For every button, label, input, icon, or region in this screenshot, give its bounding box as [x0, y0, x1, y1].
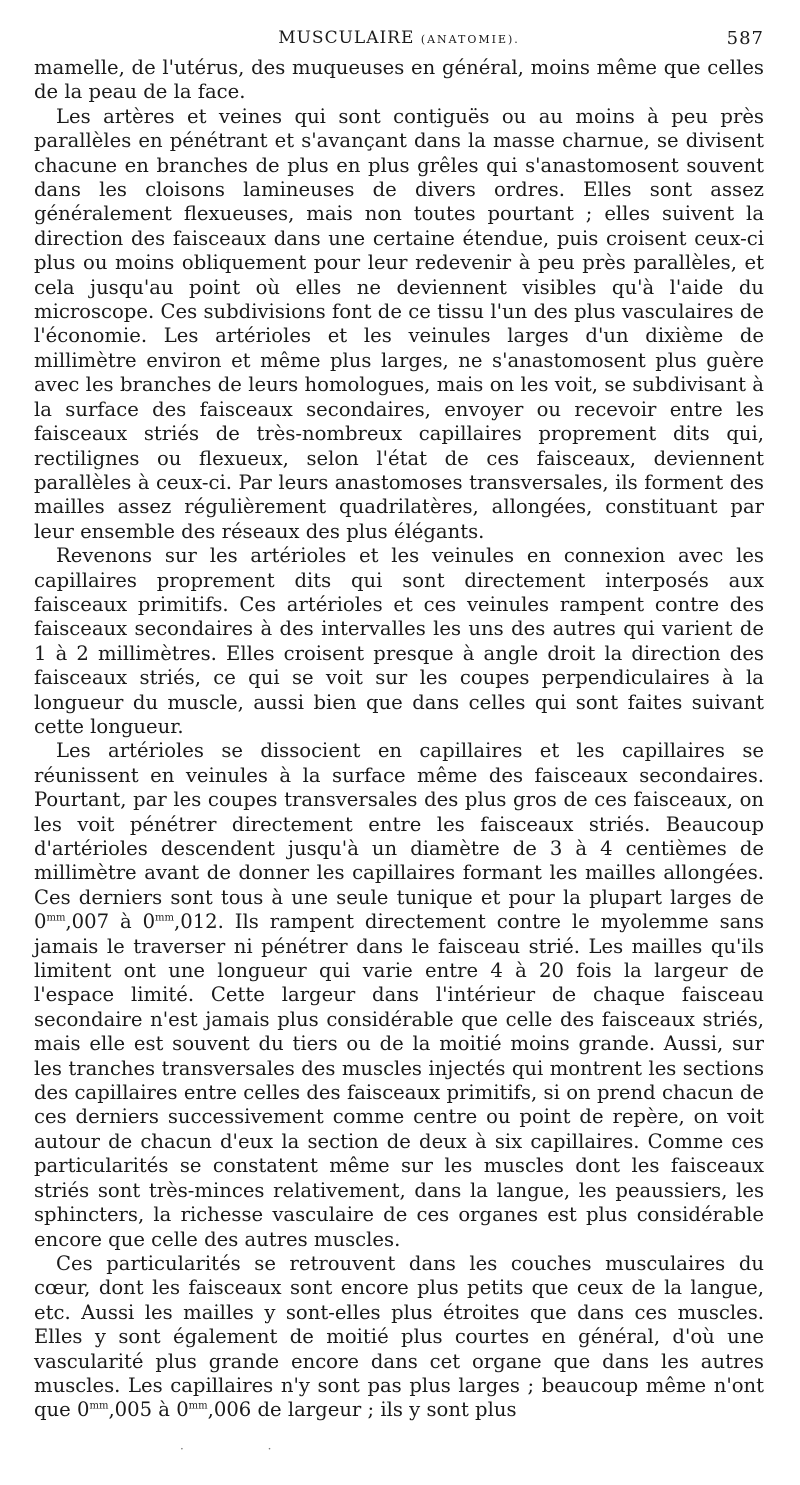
unit-superscript: mm [46, 912, 66, 924]
page-number: 587 [726, 28, 764, 49]
body-text [34, 56, 764, 1423]
paragraph-arteries-veins: Les artères et veines qui sont contiguës ou au moins à peu près parallèles en pénétrant et s'avançant dans la masse charnue, se divisent chacune en branches de plus en plus grêles qui s'anastomosent souvent dans les cloisons lamineuses de divers ordres. Elles sont assez généralement flexueuses, mais non toutes pourtant ; elles suivent la direction des faisceaux dans une certaine étendue, puis croisent ceux-ci plus ou moins obliquement pour leur redevenir à peu près parallèles, et cela jusqu'au point où elles ne deviennent visibles qu'à l'aide du microscope. Ces subdivisions font de ce tissu l'un des plus vasculaires de l'économie. Les artérioles et les veinules larges d'un dixième de millimètre environ et même plus larges, ne s'anastomosent plus guère avec les branches de leurs homologues, mais on les voit, se subdivisant à la surface des faisceaux secondaires, envoyer ou recevoir entre les faisceaux striés de très-nombreux capillaires proprement dits qui, rectilignes ou flexueux, selon l'état de ces faisceaux, deviennent parallèles à ceux-ci. Par leurs anastomoses transversales, ils forment des mailles assez régulièrement quadrilatères, allongées, constituant par leur ensemble des réseaux des plus élégants. [34, 104, 764, 543]
unit-superscript: mm [188, 1400, 208, 1412]
paragraph-continuation: mamelle, de l'utérus, des muqueuses en général, moins même que celles de la peau de la face. [34, 56, 764, 104]
paragraph-heart: Ces particularités se retrouvent dans les couches musculaires du cœur, dont les faisceaux sont encore plus petits que ceux de la langue, etc. Aussi les mailles y sont-elles plus étroites que dans ces muscles. Elles y sont également de moitié plus courtes en général, d'où une vascularité plus grande encore dans cet organe que dans les autres muscles. Les capillaires n'y sont pas plus larges ; beaucoup même n'ont que $0^{mm},005$ à $0^{mm},006$ de largeur ; ils y sont plus [34, 1251, 764, 1422]
paragraph-arterioles: Revenons sur les artérioles et les veinules en connexion avec les capillaires proprement dits qui sont directement interposés aux faisceaux primitifs. Ces artérioles et ces veinules rampent contre des faisceaux secondaires à des intervalles les uns des autres qui varient de 1 à 2 millimètres. Elles croisent presque à angle droit la direction des faisceaux striés, ce qui se voit sur les coupes perpendiculaires à la longueur du muscle, aussi bien que dans celles qui sont faites suivant cette longueur. [34, 544, 764, 738]
unit-superscript: mm [155, 912, 175, 924]
running-head-title [34, 28, 764, 48]
header-title: MUSCULAIRE [278, 28, 415, 48]
book-page [34, 28, 764, 1423]
paragraph-capillaries: Les artérioles se dissocient en capillaires et les capillaires se réunissent en veinules à la surface même des faisceaux secondaires. Pourtant, par les coupes transversales des plus gros de ces faisceaux, on les voit pénétrer directement entre les faisceaux striés. Beaucoup d'artérioles descendent jusqu'à un diamètre de 3 à 4 centièmes de millimètre avant de donner les capillaires formant les mailles allongées. Ces derniers sont tous à une seule tunique et pour la plupart larges de $0^{mm},007$ à $0^{mm},012$. Ils rampent directement contre le myolemme sans jamais le traverser ni pénétrer dans le faisceau strié. Les mailles qu'ils limitent ont une longueur qui varie entre 4 à 20 fois la largeur de l'espace limité. Cette largeur dans l'intérieur de chaque faisceau secondaire n'est jamais plus considérable que celle des faisceaux striés, mais elle est souvent du tiers ou de la moitié moins grande. Aussi, sur les tranches transversales des muscles injectés qui montrent les sections des capillaires entre celles des faisceaux primitifs, si on prend chacun de ces derniers successivement comme centre ou point de repère, on voit autour de chacun d'eux la section de deux à six capillaires. Comme ces particularités se constatent même sur les muscles dont les faisceaux striés sont très-minces relativement, dans la langue, les peaussiers, les sphincters, la richesse vasculaire de ces organes est plus considérable encore que celle des autres muscles. [34, 739, 765, 1251]
running-head [34, 28, 764, 56]
scan-artifact: · · [180, 1442, 312, 1456]
header-subtitle: (ANATOMIE). [420, 33, 520, 46]
unit-superscript: mm [89, 1400, 109, 1412]
